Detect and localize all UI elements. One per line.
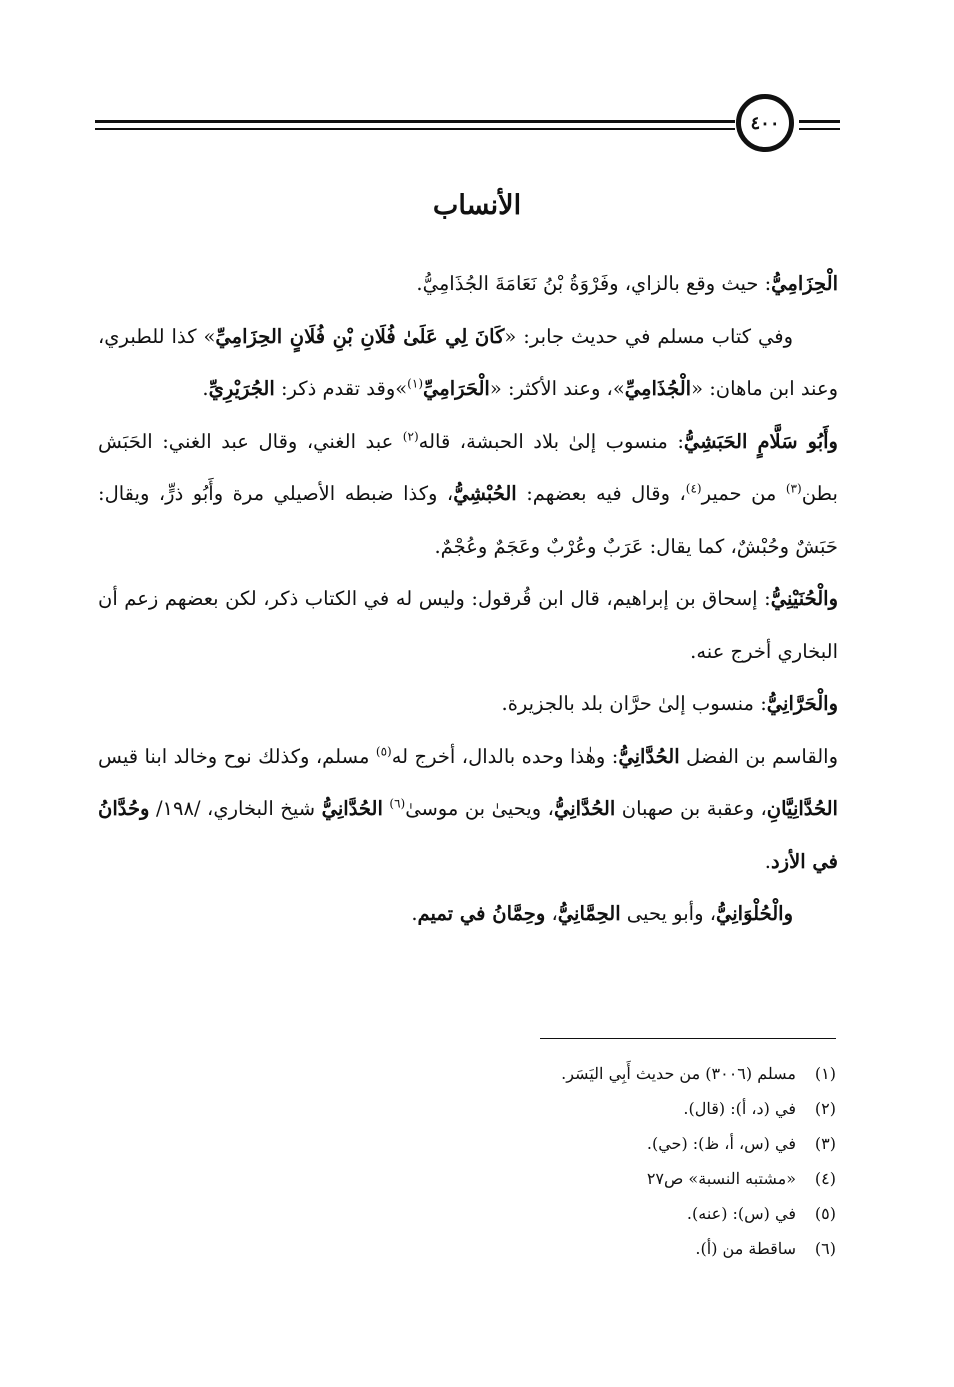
entry-text: ، [545,902,558,925]
footnote-ref[interactable]: (٣) [785,481,802,496]
header-rule-top [95,120,735,123]
page-header [95,92,840,162]
entry-text: ، ويحيىٰ بن موسىٰ [405,797,554,820]
footnote-item [400,1161,836,1196]
entry-text: : وهٰذا وحده بالدال، أخرج له [391,744,619,768]
page-number: ٤٠٠ [750,112,780,134]
quoted-term: الحِمَّانِيُّ [557,902,621,925]
entry-term: الحُدَّانِيُّ [618,744,680,768]
entry-term: والْحُنَيْنِيُّ [770,587,838,610]
paragraph-3 [98,416,838,574]
footnote-text: مسلم (٣٠٠٦) من حديث أَبِي اليَسَر. [561,1064,796,1083]
quoted-term: الحُدَّانِيَّانِ [766,797,838,820]
footnote-number: (٢) [814,1099,836,1118]
footnote-item [400,1231,836,1266]
footnote-text: في (د، أ): (قال). [683,1099,796,1118]
quoted-term: الْحَرَامِيِّ [423,377,490,400]
footnote-item [400,1196,836,1231]
entry-text: ، وكذا ضبطه الأصيلي مرة وأَبُو ذرٍّ، ويقال: حَبَشٌ وحُبْشٌ، كما يقال: عَرَبٌ وعُرْبٌ وعَجَمٌ وعُجْمٌ. [98,482,838,558]
footnote-ref[interactable]: (٥) [375,744,392,758]
entry-text: ، وقال فيه بعضهم: [516,482,686,505]
footnote-ref[interactable]: (٦) [389,796,406,811]
quoted-term: الحُدَّانِيُّ [321,797,383,820]
footnote-text: «مشتبه النسبة» ص٢٧ [646,1169,796,1188]
quoted-term: الحُدَّانِيُّ [553,797,616,820]
footnote-ref[interactable]: (٢) [402,429,419,443]
paragraph-2 [98,311,838,416]
paragraph-4 [98,573,838,678]
entry-text: ، وأبو يحيى [620,902,716,925]
footnote-item [400,1056,836,1091]
footnote-divider [540,1038,836,1039]
footnote-text: في (س): (عنه). [686,1204,796,1223]
entry-term: الْحِزَامِيُّ [771,272,838,295]
footnote-number: (٣) [814,1134,836,1153]
quoted-term: وحُدَّانُ في الأزد [98,797,838,873]
entry-term: والْحَرَّانِيُّ [766,692,838,715]
page-number-badge [736,94,794,152]
footnote-number: (٤) [814,1169,836,1188]
entry-text: من حمير [701,482,786,505]
main-text [98,258,838,941]
footnote-text: ساقطة من (أ). [695,1239,796,1258]
quoted-term: الحُبْشِيُّ [453,482,517,505]
quoted-term: الْجُذَامِيِّ [624,377,692,400]
header-rule-right-top [799,120,840,123]
paragraph-5 [98,678,838,731]
header-rule-bottom [95,128,735,130]
footnote-item [400,1091,836,1126]
entry-text: . [202,377,209,400]
quoted-term: وحِمَّانُ في تميم [417,902,546,925]
footnote-item [400,1126,836,1161]
entry-text: »وقد تقدم ذكر: [274,377,408,400]
entry-text: وفي كتاب مسلم في حديث جابر: « [504,324,794,348]
entry-text: شيخ البخاري، /١٩٨/ [149,797,322,820]
entry-text: . [411,902,418,925]
entry-term: وأَبُو سَلَّامٍ الحَبَشِيُّ [683,429,838,453]
entry-term: والْحُلْوَانِيُّ [716,902,793,925]
footnote-number: (٥) [814,1204,836,1223]
paragraph-6 [98,731,838,889]
quoted-term: الجُرَيْرِيِّ [208,377,275,400]
footnotes-list [400,1056,836,1266]
entry-text: والقاسم بن الفضل [679,744,838,768]
entry-text: : حيث وقع بالزاي، وفَرْوَةُ بْنُ نَعَامَةَ الجُذَامِيُّ. [416,272,772,295]
footnote-ref[interactable]: (١) [407,376,423,391]
footnote-ref[interactable]: (٤) [685,481,702,496]
section-title: الأنساب [432,190,522,221]
paragraph-7 [98,888,838,941]
entry-text: »، وعند الأكثر: « [489,377,625,400]
entry-text: مسلم، وكذلك نوح وخالد ابنا قيس [98,744,376,768]
entry-text: : منسوب إلىٰ حرَّان بلد بالجزيرة. [501,692,767,715]
footnote-number: (٦) [814,1239,836,1258]
entry-text: : منسوب إلىٰ بلاد الحبشة، قاله [418,429,684,453]
header-rule-right-bottom [799,128,840,130]
entry-text: عبد الغني، وقال عبد الغني: الحَبَش بطن [98,429,838,505]
footnote-text: في (س، أ، ظ): (حي). [646,1134,796,1153]
entry-text: ، وعقبة بن صهبان [615,797,767,820]
paragraph-1 [98,258,838,311]
footnote-number: (١) [814,1064,836,1083]
entry-text: . [764,849,771,873]
entry-text: : إسحاق بن إبراهيم، قال ابن قُرقول: وليس له في الكتاب ذكر، لكن بعضهم زعم أن البخاري أخرج عنه. [98,587,838,663]
quoted-term: كَانَ لِي عَلَىٰ فُلَانِ بْنِ فُلَانٍ الحِزَامِيِّ [215,324,505,348]
entry-text: » كذا للطبري، وعند ابن ماهان: « [98,324,838,400]
